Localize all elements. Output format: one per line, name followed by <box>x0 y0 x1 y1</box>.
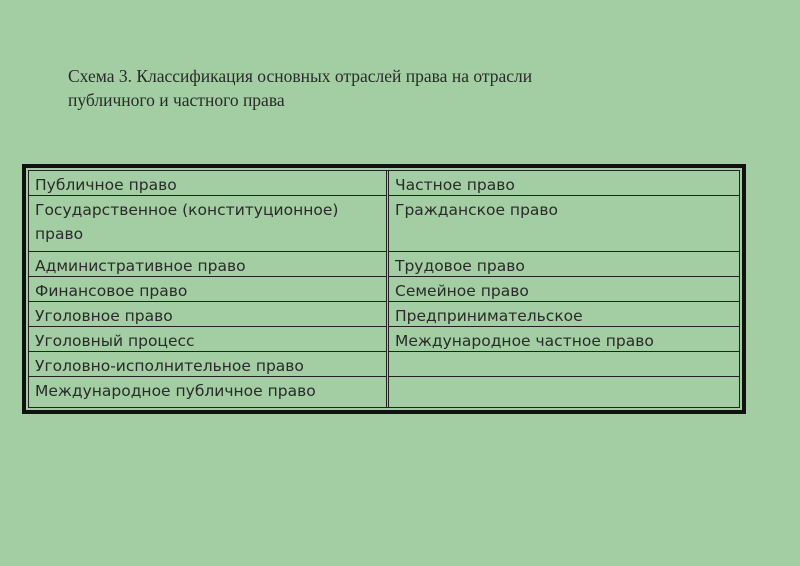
private-cell-empty <box>389 377 739 407</box>
title-line-2: публичного и частного права <box>68 90 285 110</box>
private-cell: Международное частное право <box>389 327 739 352</box>
private-cell: Трудовое право <box>389 252 739 277</box>
classification-table <box>22 164 746 414</box>
private-cell: Семейное право <box>389 277 739 302</box>
header-private: Частное право <box>389 171 739 196</box>
private-law-column <box>389 171 739 407</box>
public-cell: Государственное (конституционное) право <box>29 196 386 252</box>
private-cell-empty <box>389 352 739 377</box>
private-cell: Предпринимательское <box>389 302 739 327</box>
public-cell: Финансовое право <box>29 277 386 302</box>
public-cell: Административное право <box>29 252 386 277</box>
public-cell: Уголовное право <box>29 302 386 327</box>
public-cell: Международное публичное право <box>35 382 316 400</box>
public-law-column <box>29 171 386 407</box>
header-public: Публичное право <box>29 171 386 196</box>
private-cell: Гражданское право <box>389 196 739 252</box>
page-title <box>68 64 708 112</box>
public-cell: Уголовно-исполнительное право <box>29 352 386 377</box>
title-line-1: Схема 3. Классификация основных отраслей права на отрасли <box>68 66 533 86</box>
public-cell: Уголовный процесс <box>29 327 386 352</box>
